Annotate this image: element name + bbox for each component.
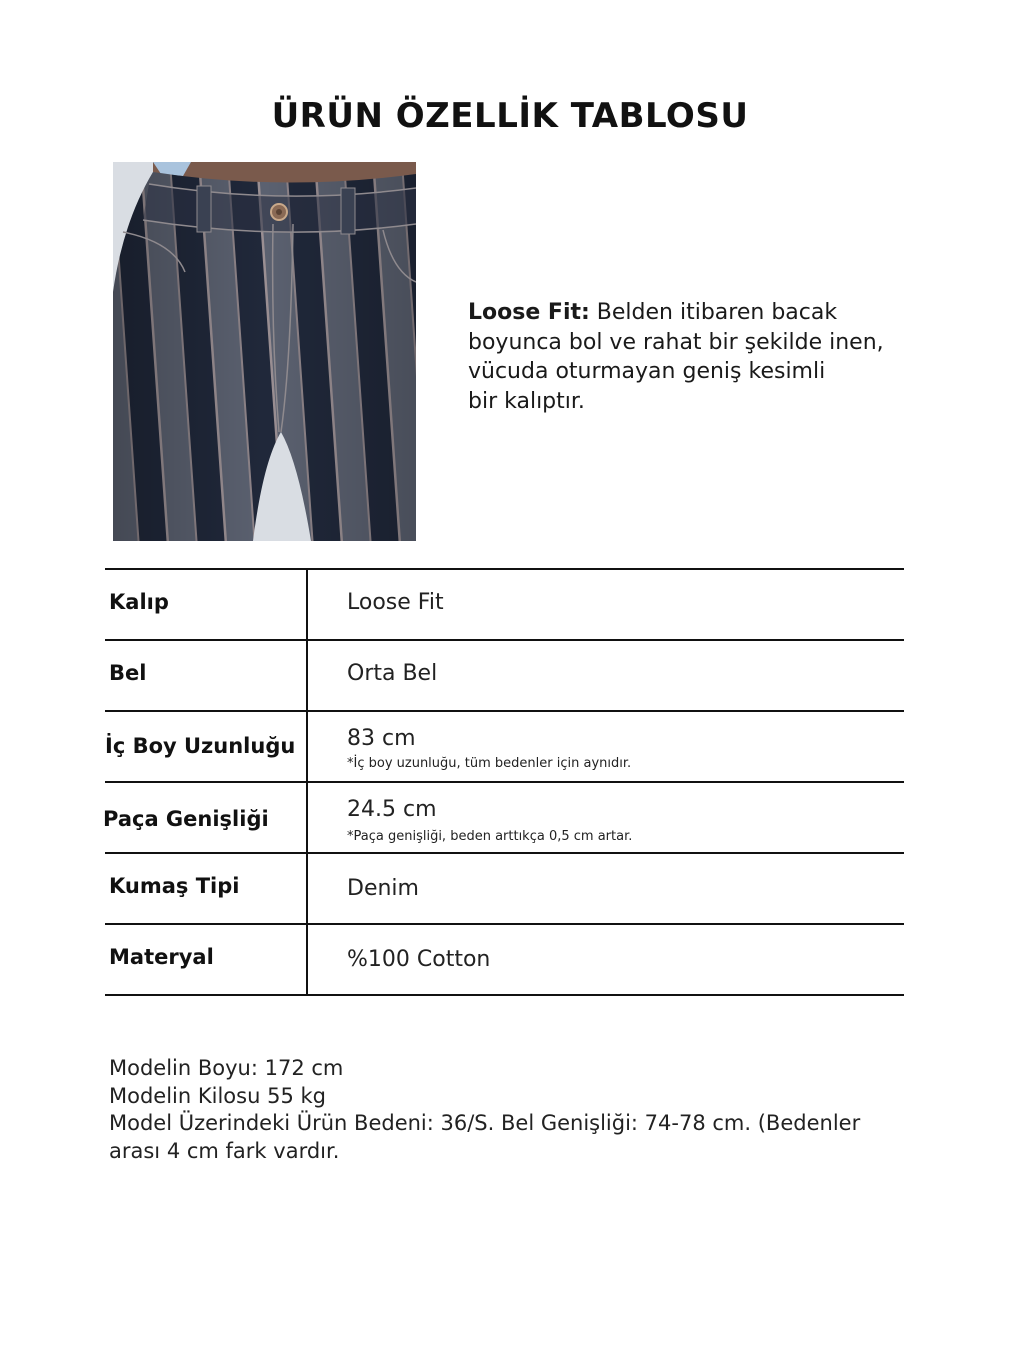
spec-row	[105, 854, 904, 925]
spec-value: 24.5 cm	[347, 797, 437, 822]
spec-note: *İç boy uzunluğu, tüm bedenler için aynıdır.	[347, 756, 632, 771]
column-divider	[306, 783, 308, 852]
description-line-3: vücuda oturmayan geniş kesimli	[468, 359, 826, 384]
column-divider	[306, 712, 308, 781]
column-divider	[306, 641, 308, 710]
spec-row	[105, 783, 904, 854]
spec-label: Kumaş Tipi	[109, 874, 240, 898]
column-divider	[306, 925, 308, 994]
spec-row	[105, 712, 904, 783]
column-divider	[306, 570, 308, 639]
column-divider	[306, 854, 308, 923]
spec-value: 83 cm	[347, 726, 416, 751]
spec-label: Paça Genişliği	[103, 807, 269, 831]
model-size-info: Model Üzerindeki Ürün Bedeni: 36/S. Bel Genişliği: 74-78 cm. (Bedenler	[109, 1111, 861, 1135]
spec-label: Bel	[109, 661, 147, 685]
description-line-2: boyunca bol ve rahat bir şekilde inen,	[468, 329, 884, 355]
spec-label: İç Boy Uzunluğu	[105, 734, 296, 758]
model-weight: Modelin Kilosu 55 kg	[109, 1083, 326, 1108]
striped-denim-jeans-photo-icon	[113, 162, 416, 541]
spec-value: Loose Fit	[347, 590, 444, 615]
spec-table	[105, 568, 904, 996]
spec-value: Denim	[347, 876, 419, 901]
description-line-1: Loose Fit: Belden itibaren bacak	[468, 300, 838, 325]
spec-row	[105, 568, 904, 641]
fit-description	[468, 298, 938, 416]
model-size-note: arası 4 cm fark vardır.	[109, 1138, 340, 1163]
spec-value: Orta Bel	[347, 661, 438, 686]
spec-row	[105, 925, 904, 996]
model-info	[109, 1055, 909, 1165]
description-line-4: bir kalıptır.	[468, 388, 585, 414]
spec-label: Kalıp	[109, 590, 169, 614]
description-label: Loose Fit:	[468, 300, 590, 325]
product-photo	[113, 162, 416, 541]
spec-label: Materyal	[109, 945, 214, 969]
page-title: ÜRÜN ÖZELLİK TABLOSU	[271, 96, 749, 136]
spec-note: *Paça genişliği, beden arttıkça 0,5 cm artar.	[347, 829, 633, 844]
spec-row	[105, 641, 904, 712]
model-height: Modelin Boyu: 172 cm	[109, 1056, 344, 1080]
spec-value: %100 Cotton	[347, 947, 491, 972]
